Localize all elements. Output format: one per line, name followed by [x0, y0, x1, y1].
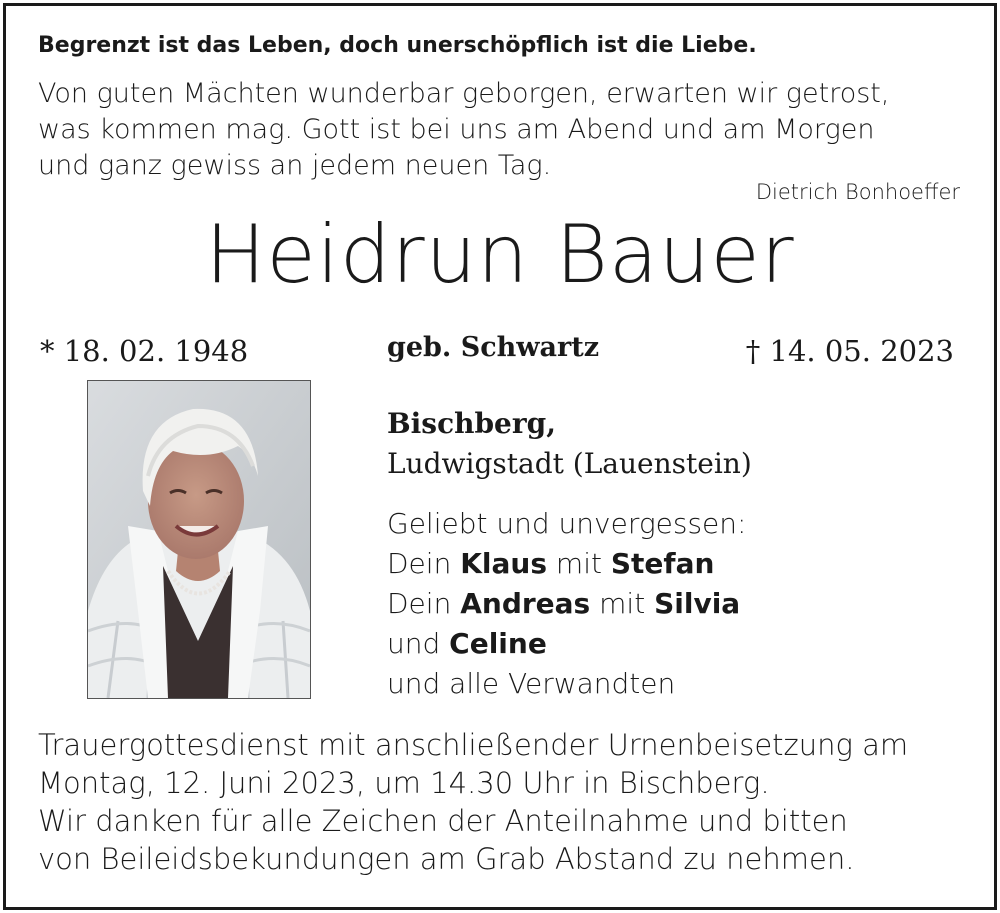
deceased-name: Heidrun Bauer	[205, 208, 795, 301]
mourner-prefix: und	[387, 627, 450, 660]
mourners-intro: Geliebt und unvergessen:	[387, 507, 747, 540]
mourner-name: Andreas	[460, 587, 591, 620]
mourners-line	[387, 544, 746, 584]
death-date: † 14. 05. 2023	[745, 334, 954, 368]
place-secondary: Ludwigstadt (Lauenstein)	[387, 447, 752, 480]
mourners-line	[387, 624, 746, 664]
birth-date: * 18. 02. 1948	[40, 334, 249, 368]
mourner-name: Celine	[449, 627, 547, 660]
mourners-closing: und alle Verwandten	[387, 667, 676, 700]
poem	[38, 76, 889, 184]
places	[387, 404, 752, 484]
place-primary: Bischberg,	[387, 407, 556, 440]
mourner-name: Klaus	[460, 547, 548, 580]
portrait-photo	[87, 380, 311, 699]
service-line: Montag, 12. Juni 2023, um 14.30 Uhr in Bischberg.	[38, 766, 770, 800]
motto: Begrenzt ist das Leben, doch unerschöpflich ist die Liebe.	[38, 33, 757, 58]
mourner-name: Stefan	[610, 547, 715, 580]
mourner-name: Silvia	[654, 587, 741, 620]
poem-line: was kommen mag. Gott ist bei uns am Abend und am Morgen	[38, 114, 875, 145]
service-line: von Beileidsbekundungen am Grab Abstand zu nehmen.	[38, 842, 855, 876]
mourners-list	[387, 504, 746, 704]
mourner-prefix: Dein	[387, 547, 461, 580]
mourner-connector: mit	[590, 587, 655, 620]
poem-author: Dietrich Bonhoeffer	[755, 180, 960, 204]
poem-line: und ganz gewiss an jedem neuen Tag.	[38, 150, 552, 181]
mourners-line	[387, 584, 746, 624]
mourner-connector: mit	[547, 547, 611, 580]
poem-line: Von guten Mächten wunderbar geborgen, erwarten wir getrost,	[38, 78, 890, 109]
mourner-prefix: Dein	[387, 587, 461, 620]
service-line: Wir danken für alle Zeichen der Anteilnahme und bitten	[38, 804, 848, 838]
maiden-name: geb. Schwartz	[387, 332, 600, 363]
service-notice	[38, 726, 908, 878]
service-line: Trauergottesdienst mit anschließender Urnenbeisetzung am	[38, 728, 909, 762]
